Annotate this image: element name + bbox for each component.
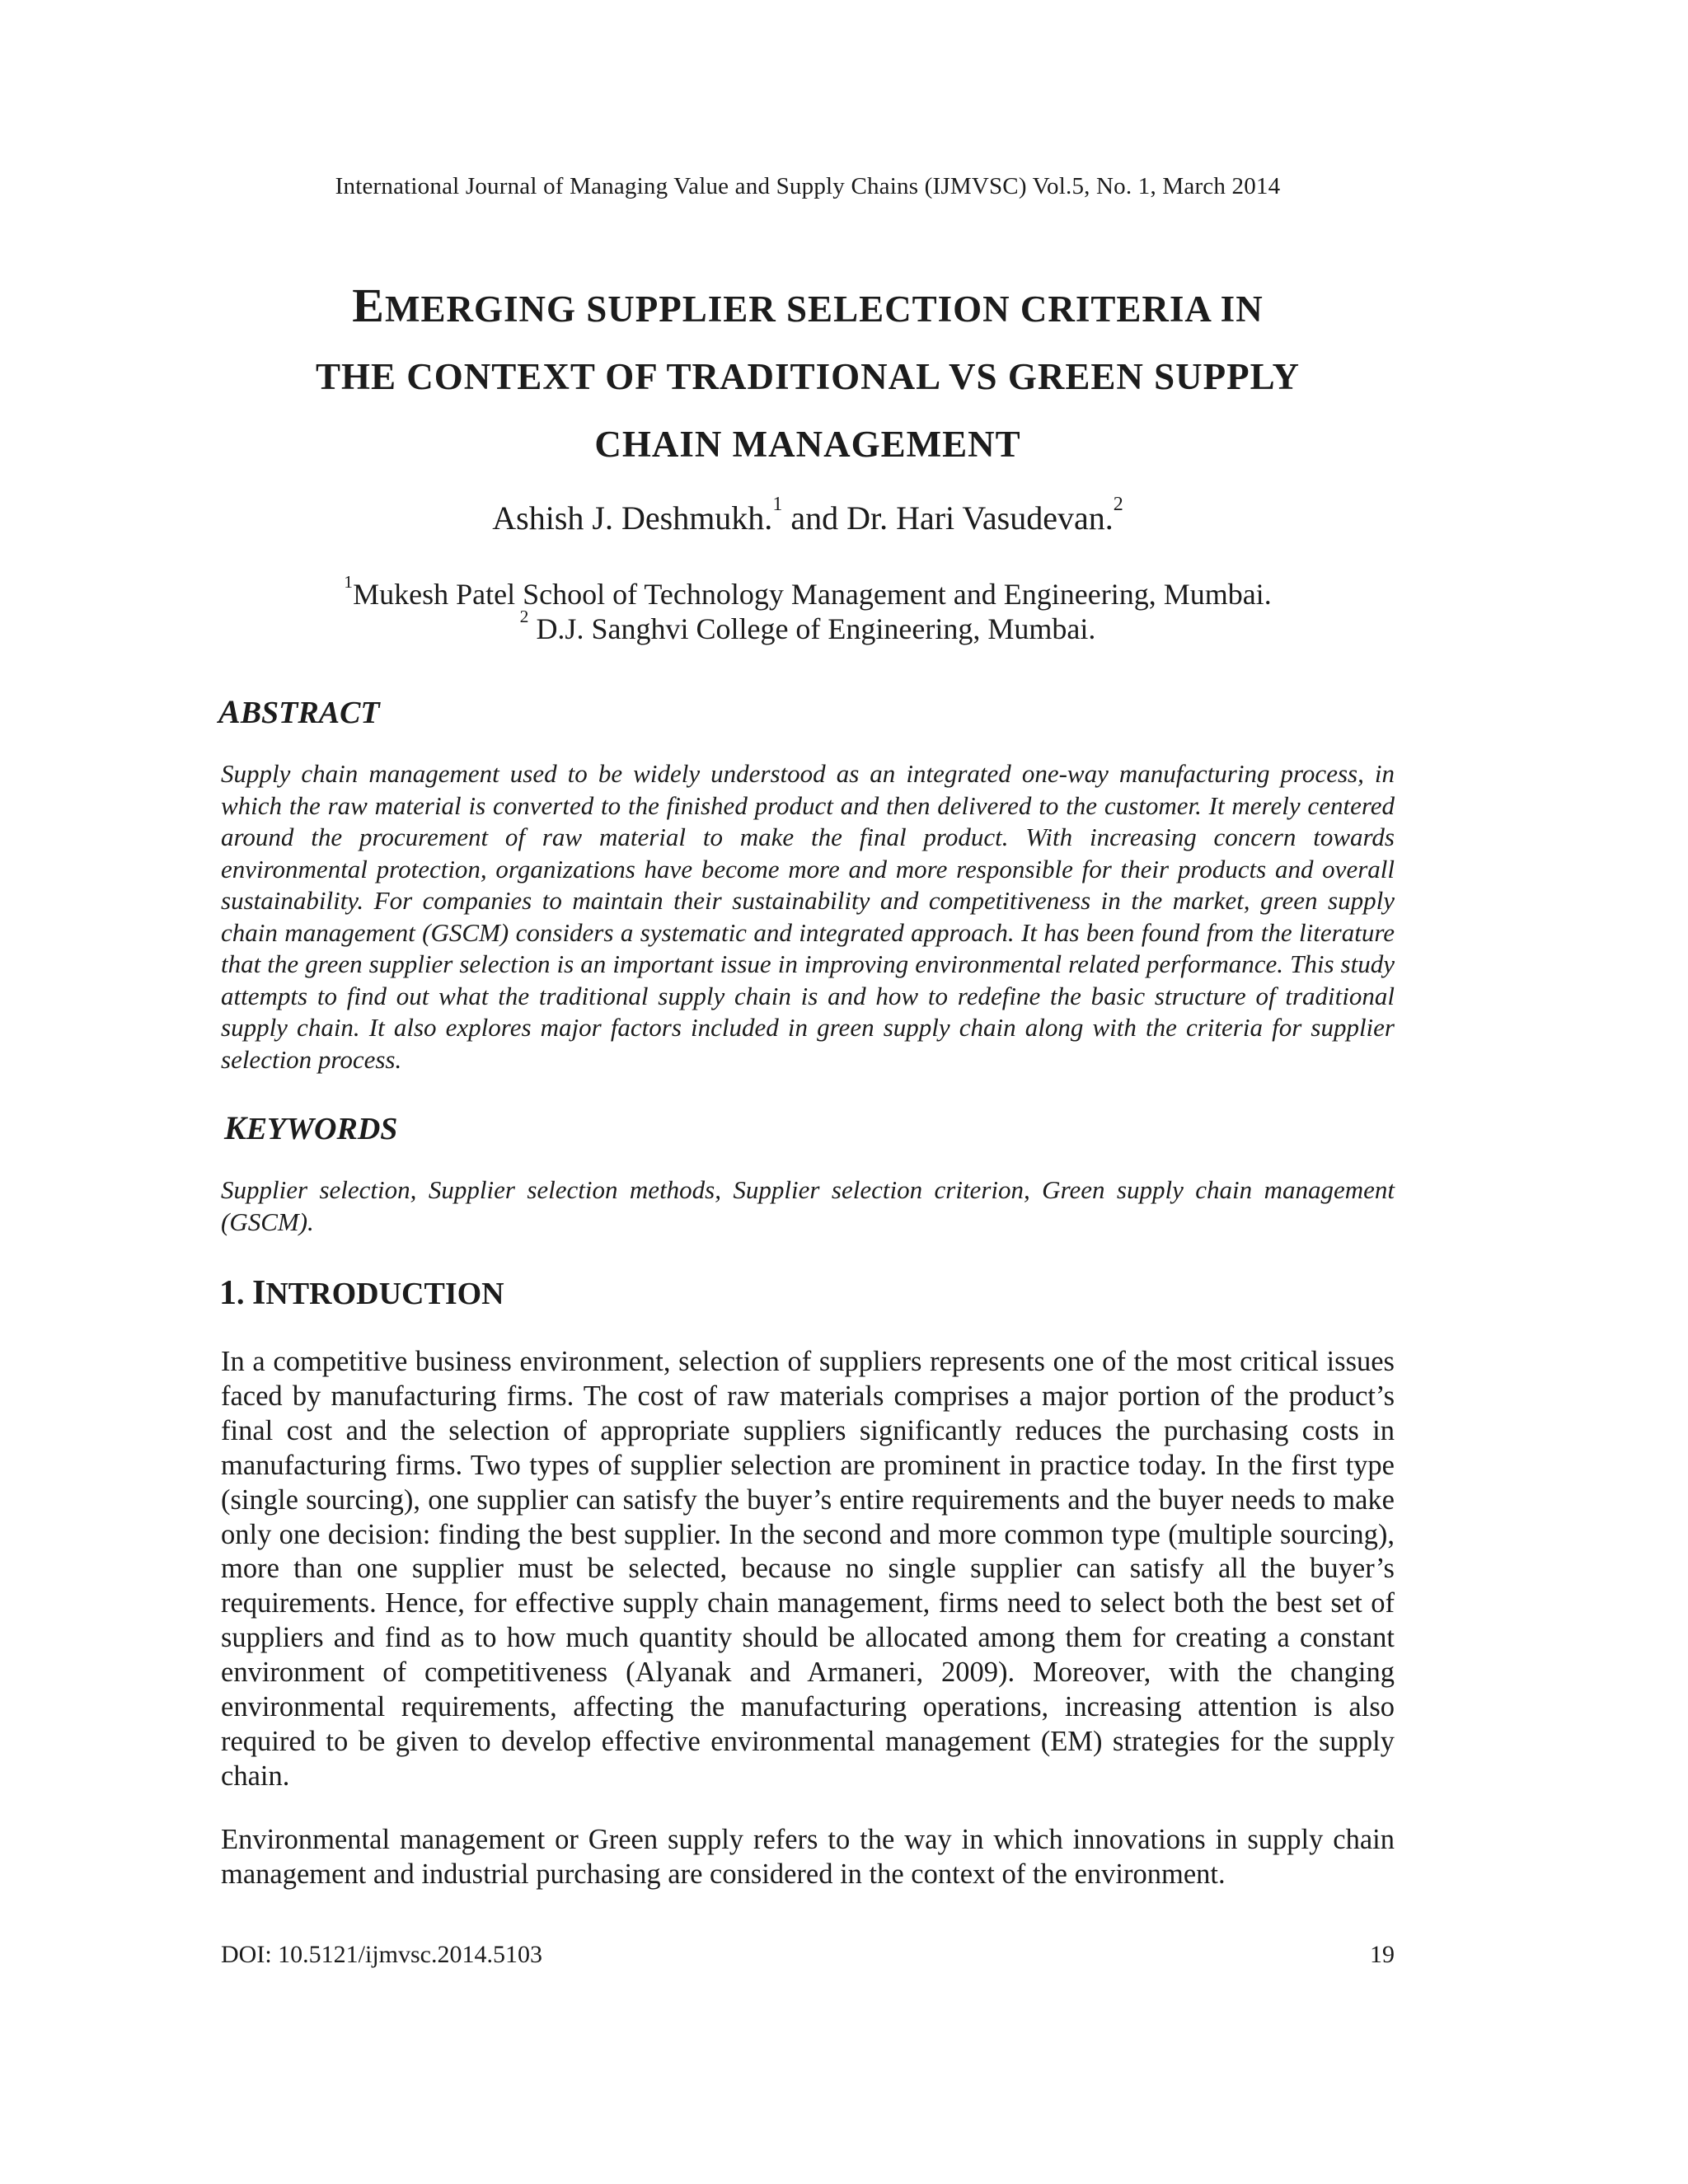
title-line-1-text: MERGING SUPPLIER SELECTION CRITERIA IN <box>384 288 1264 330</box>
abstract-heading-text: BSTRACT <box>240 696 380 730</box>
keywords-heading-text: EYWORDS <box>246 1112 398 1146</box>
author-1: Ashish J. Deshmukh. <box>492 499 773 537</box>
title-line-1 <box>181 272 1434 343</box>
affiliation-2-text: D.J. Sanghvi College of Engineering, Mumbai. <box>528 612 1096 645</box>
page-number: 19 <box>1370 1941 1395 1968</box>
title-line-3: CHAIN MANAGEMENT <box>594 424 1021 465</box>
abstract-heading-initial: A <box>218 693 241 730</box>
running-header: International Journal of Managing Value and Supply Chains (IJMVSC) Vol.5, No. 1, March 2014 <box>335 173 1281 199</box>
keywords-text: Supplier selection, Supplier selection methods, Supplier selection criterion, Green supply chain management (GSCM). <box>221 1175 1395 1236</box>
abstract-text: Supply chain management used to be widely understood as an integrated one-way manufacturing process, in which the raw material is converted to the finished product and then delivered to the customer. It merely centered around the procurement of raw material to make the final product. With increasing concern towards environmental protection, organizations have become more and more responsible for their products and overall sustainability. For companies to maintain their sustainability and competitiveness in the market, green supply chain management (GSCM) considers a systematic and integrated approach. It has been found from the literature that the green supplier selection is an important issue in improving environmental related performance. This study attempts to find out what the traditional supply chain is and how to redefine the basic structure of traditional supply chain. It also explores major factors included in green supply chain along with the criteria for supplier selection process. <box>221 759 1395 1074</box>
keywords-heading <box>224 1108 397 1147</box>
author-1-affil-mark: 1 <box>772 494 783 515</box>
introduction-paragraph-2: Environmental management or Green supply refers to the way in which innovations in supply chain management and industrial purchasing are considered in the context of the environment. <box>221 1824 1395 1890</box>
author-2: Dr. Hari Vasudevan. <box>846 499 1114 537</box>
affiliation-2 <box>0 607 1615 646</box>
introduction-heading-initial: I <box>252 1274 266 1312</box>
abstract-heading <box>218 692 380 731</box>
section-separator: . <box>237 1277 252 1311</box>
footer-doi: DOI: 10.5121/ijmvsc.2014.5103 <box>221 1941 542 1968</box>
author-2-affil-mark: 2 <box>1113 494 1123 515</box>
introduction-heading-text: NTRODUCTION <box>265 1277 504 1311</box>
affiliation-2-mark: 2 <box>519 607 529 626</box>
keywords-heading-initial: K <box>224 1109 246 1146</box>
introduction-paragraph-1: In a competitive business environment, selection of suppliers represents one of the most critical issues faced by manufacturing firms. The cost of raw materials comprises a major portion of the product’s final cost and the selection of appropriate suppliers significantly reduces the purchasing costs in manufacturing firms. Two types of supplier selection are prominent in practice today. In the first type (single sourcing), one supplier can satisfy the buyer’s entire requirements and the buyer needs to make only one decision: finding the best supplier. In the second and more common type (multiple sourcing), more than one supplier must be selected, because no single supplier can satisfy all the buyer’s requirements. Hence, for effective supply chain management, firms need to select both the best set of suppliers and find as to how much quantity should be allocated among them for creating a constant environment of competitiveness (Alyanak and Armaneri, 2009). Moreover, with the changing environmental requirements, affecting the manufacturing operations, increasing attention is also required to be given to develop effective environmental management (EM) strategies for the supply chain. <box>221 1346 1395 1792</box>
section-number: 1 <box>219 1274 237 1312</box>
affiliation-1-text: Mukesh Patel School of Technology Management and Engineering, Mumbai. <box>353 578 1272 611</box>
title-initial: E <box>352 279 385 332</box>
author-joiner: and <box>782 499 847 537</box>
introduction-heading <box>219 1273 504 1313</box>
affiliation-1-mark: 1 <box>344 572 354 592</box>
author-line <box>0 494 1615 537</box>
paper-title <box>181 272 1434 478</box>
title-line-2: THE CONTEXT OF TRADITIONAL VS GREEN SUPPLY <box>316 356 1300 397</box>
affiliation-1 <box>0 572 1615 612</box>
